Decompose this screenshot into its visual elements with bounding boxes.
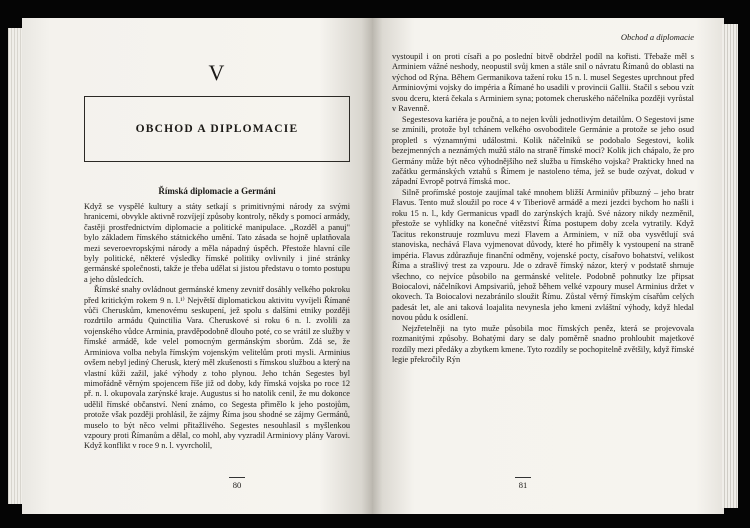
chapter-title: OBCHOD A DIPLOMACIE bbox=[135, 123, 299, 135]
right-page-text bbox=[392, 52, 694, 366]
open-book bbox=[8, 8, 742, 520]
paragraph: Když se vyspělé kultury a státy setkají s primitivnými národy za svými hranicemi, obvykle aktivně rozvíjejí způsoby kontroly, někdy s pomocí armády, častěji prostřednictvím diplomacie a politické manipulace. „Rozděl a panuj" bylo základem římského státnického umění. Tato zásada se hojně uplatňovala mezi severoevropskými národy a měla nápadný úspěch. Přestože hlavní cíle byly politické, některé výsledky římské politiky ovlivnily i jiné stránky germánské společnosti, takže je třeba udělat si jistou představu o tomto postupu a jeho důsledcích. bbox=[84, 202, 350, 284]
left-page-text bbox=[84, 202, 350, 452]
chapter-title-box bbox=[84, 96, 350, 162]
right-page bbox=[372, 18, 724, 514]
running-head: Obchod a diplomacie bbox=[620, 32, 694, 42]
paragraph: Římské snahy ovládnout germánské kmeny zevnitř dosáhly velkého pokroku před kritickým rokem 9 n. l.¹⁾ Největší diplomatickou aktivitu vyvíjeli Římané vůči Cheruskům, kmenovému seskupení, jež spolu s dalšími etniky později rozdrtilo armádu Quinctilia Vara. Cheruskové si roku 6 n. l. zvolili za vojenského vůdce Arminia, pravděpodobně dlouho poté, co se vrátil ze služby v římské armádě, kde velel pomocným germánským sborům. Zdá se, že Arminiova volba nebyla římským vojenským velitelům proti mysli. Arminius ovšem nebyl jediný Cherusk, který měl zkušenosti s římskou službou a který na vlastní kůži zažil, jaké výhody z toho plynou. Jeho tchán Segestes byl mimořádně věrným spojencem říše již od doby, kdy římská vojska po roce 12 př. n. l. okupovala zarýnské kraje. Augustus si ho natolik cenil, že mu dokonce udělil římské občanství. Není známo, co Segesta přimělo k jeho postojům, protože však později prohlásil, že zájmy Říma jsou shodné se zájmy Germánů, muselo to být něco velmi přitažlivého. Segestes nesouhlasil s myšlenkou vzpoury proti Římanům a dělal, co mohl, aby vyzradil Arminiovy plány Varovi. Když konflikt v roce 9 n. l. vyvrcholil, bbox=[84, 285, 350, 451]
page-number: 80 bbox=[222, 477, 252, 490]
paragraph: Silně proŕímské postoje zaujímal také mnohem bližší Arminiův příbuzný – jeho bratr Flavus. Tento muž sloužil po roce 4 v Tiberiově armádě a mezi jezdci bychom ho našli i roku 15 n. l., kdy Germanicus vpadl do zarýnských krajů. Své názory nikdy nezměnil, přestože se vyhlídky na konečné vítězství Říma postupem doby zcela vytratily. Když Tacitus rekonstruuje rozmluvu mezi Flavem a Arminiem, v níž oba vysvětlují svá stanoviska, nechává Flava vyjmenovat důvody, které ho přiměly k vystoupení na straně impéria. Flavus zdůrazňuje finanční odměny, vojenské pocty, císařovo bohatství, velikost Říma a strašlivý trest za vzpouru. Jde o zdravě římský názor, který v podstatě shrnuje všechno, co nejvíce působilo na germánské velitele. Podobně pohnutky lze připsat Boiocalovi, náčelníkovi Ampsivariů, jehož během velké vzpoury musel Arminius držet v okovech. Ta Boiocalovi nezabránilo sloužit Římu. Zůstal věrný římským císařům celých padesát let, ale ani taková loajalita nevynesla jeho kmeni zvláštní výhody, když hledal novou půdu k osídlení. bbox=[392, 187, 694, 323]
paragraph: Nejzřetelněji na tyto muže působila moc římských peněz, která se projevovala rozmanitými způsoby. Bohatými dary se daly poměrně snadno prohloubit majetkové rozdíly mezi předáky a zbytkem kmene. Tyto rozdíly se pochopitelně zvětšily, když římské legie překročily Rýn bbox=[392, 323, 694, 365]
page-number: 81 bbox=[508, 477, 538, 490]
section-title: Římská diplomacie a Germáni bbox=[158, 186, 276, 196]
page-edges-right bbox=[722, 24, 738, 508]
paragraph: Segestesova kariéra je poučná, a to nejen kvůli jednotlivým detailům. O Segestovi jsme se zmínili, protože byl tchánem velkého osvoboditele Germánie a protože se jeho osud propletl s významnými událostmi. Kolik náčelníků se podobalo Segestovi, kolik bezejmenných a neznámých mužů stálo na straně římské moci? Kolik jich chápalo, že pro Germány může být něco výhodnějšího než služba u římského vojska? Prakticky hned na začátku germánských vztahů s Římem je nastoleno téma, jež se bude ozývat, dokud v západní Evropě potrvá římská moc. bbox=[392, 114, 694, 187]
left-page bbox=[22, 18, 372, 514]
paragraph: vystoupil i on proti císaři a po poslední bitvě obdržel podíl na kořisti. Třebaže měl s Arminiem vážné neshody, neopustil svůj kmen a stále snil o návratu Římanů do oblasti na východ od Rýna. Během Germanikova tažení roku 15 n. l. musel Segestes uprchnout před Arminiovými vojsky do impéria a Římané ho usadili v provincii Gallii. Stačil s sebou vzít svou dceru, která čekala s Arminiem syna; potomek cheruského náčelníka později vyrůstal v Ravenně. bbox=[392, 52, 694, 114]
chapter-number: V bbox=[208, 60, 226, 85]
